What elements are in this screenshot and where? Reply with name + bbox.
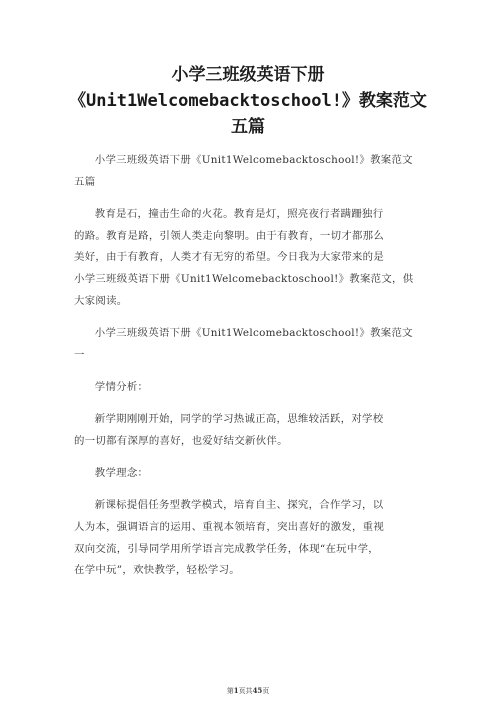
paragraph bbox=[74, 150, 426, 193]
paragraph bbox=[74, 204, 426, 313]
page-footer bbox=[0, 686, 496, 696]
text-line: 大家阅读。 bbox=[74, 294, 128, 307]
total-page-count: 45 bbox=[252, 686, 263, 695]
document-title bbox=[60, 62, 436, 140]
text-line: 小学三班级英语下册《Unit1Welcomebacktoschool!》教案范文 bbox=[94, 154, 413, 166]
text-line: 教育是石，撞击生命的火花。教育是灯，照亮夜行者蹒跚独行 bbox=[94, 207, 384, 220]
text-line: 小学三班级英语下册《Unit1Welcomebacktoschool!》教案范文，供 bbox=[74, 273, 414, 286]
text-line: 小学三班级英语下册《Unit1Welcomebacktoschool!》教案范文 bbox=[94, 326, 413, 339]
text-line: 的一切都有深厚的喜好，也爱好结交新伙伴。 bbox=[74, 434, 288, 447]
footer-suffix: 页 bbox=[262, 687, 270, 695]
document-body bbox=[74, 150, 426, 592]
text-line: 新课标提倡任务型教学模式，培育自主、探究，合作学习，以 bbox=[94, 499, 384, 512]
text-line: 一 bbox=[74, 348, 85, 361]
footer-prefix: 第 bbox=[226, 687, 234, 695]
text-line: 教学理念： bbox=[94, 466, 149, 479]
text-line: 五篇 bbox=[74, 175, 96, 188]
text-line: 美好，由于有教育，人类才有无穷的希望。今日我为大家带来的是 bbox=[74, 251, 385, 264]
footer-middle: 页共 bbox=[238, 687, 253, 695]
title-line: 《Unit1Welcomebacktoschool!》教案范文 bbox=[69, 91, 427, 111]
title-line: 五篇 bbox=[231, 117, 265, 137]
paragraph bbox=[74, 463, 426, 485]
text-line: 人为本，强调语言的运用、重视本领培育，突出喜好的激发，重视 bbox=[74, 520, 385, 533]
text-line: 双向交流，引导同学用所学语言完成教学任务，体现“在玩中学， bbox=[74, 542, 379, 555]
text-line: 的路。教育是路，引领人类走向黎明。由于有教育，一切才都那么 bbox=[74, 229, 385, 242]
paragraph bbox=[74, 323, 426, 366]
current-page-number: 1 bbox=[233, 686, 239, 695]
paragraph bbox=[74, 495, 426, 582]
paragraph bbox=[74, 409, 426, 452]
text-line: 新学期刚刚开始，同学的学习热诚正高，思维较活跃，对学校 bbox=[94, 413, 384, 426]
text-line: 学情分析： bbox=[94, 380, 149, 393]
title-line: 小学三班级英语下册 bbox=[171, 65, 325, 85]
text-line: 在学中玩”，欢快教学，轻松学习。 bbox=[74, 564, 240, 577]
paragraph bbox=[74, 377, 426, 399]
